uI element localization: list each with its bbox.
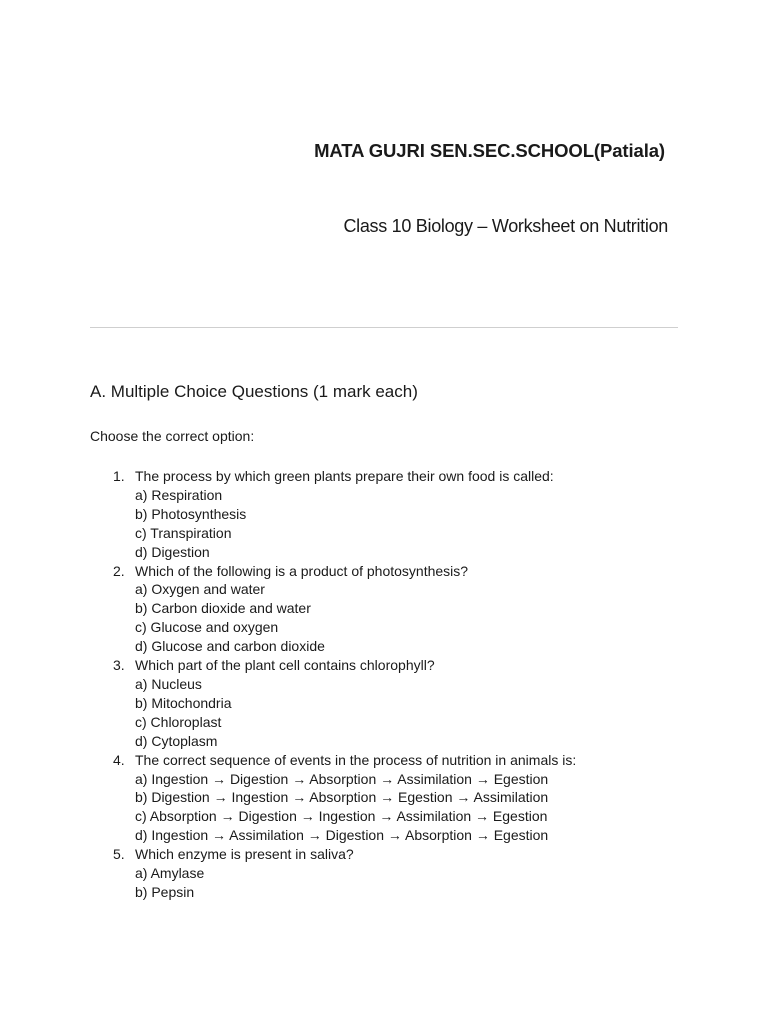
- horizontal-divider: [90, 327, 678, 328]
- question-item: [90, 562, 710, 657]
- option-b: b) Digestion → Ingestion → Absorption → Egestion → Assimilation: [135, 789, 549, 806]
- worksheet-title: Class 10 Biology – Worksheet on Nutrition: [343, 216, 668, 236]
- question-text: Which enzyme is present in saliva?: [135, 846, 354, 863]
- option-d: d) Cytoplasm: [135, 732, 218, 749]
- option-a: a) Ingestion → Digestion → Absorption → Assimilation → Egestion: [135, 770, 549, 787]
- question-number: 4.: [113, 751, 125, 768]
- option-a: a) Oxygen and water: [135, 581, 265, 598]
- option-c: c) Glucose and oxygen: [135, 619, 279, 636]
- option-a: a) Respiration: [135, 486, 223, 503]
- option-d: d) Ingestion → Assimilation → Digestion → Absorption → Egestion: [135, 827, 549, 844]
- question-text: Which of the following is a product of photosynthesis?: [135, 562, 469, 579]
- question-text: The process by which green plants prepare their own food is called:: [135, 468, 554, 484]
- question-number: 2.: [113, 562, 125, 579]
- option-d: d) Glucose and carbon dioxide: [135, 638, 325, 655]
- section-heading: A. Multiple Choice Questions (1 mark each): [90, 382, 418, 401]
- option-c: c) Absorption → Digestion → Ingestion → Assimilation → Egestion: [135, 808, 548, 825]
- option-d: d) Digestion: [135, 543, 210, 560]
- question-text: Which part of the plant cell contains chlorophyll?: [135, 657, 435, 674]
- question-item: [90, 845, 710, 902]
- instruction-text: Choose the correct option:: [90, 428, 255, 444]
- question-item: [90, 656, 710, 751]
- question-number: 1.: [113, 468, 125, 484]
- option-c: c) Chloroplast: [135, 713, 222, 730]
- question-number: 5.: [113, 846, 125, 863]
- option-c: c) Transpiration: [135, 524, 232, 541]
- option-b: b) Carbon dioxide and water: [135, 600, 311, 617]
- question-number: 3.: [113, 657, 125, 674]
- option-a: a) Nucleus: [135, 675, 202, 692]
- school-name: MATA GUJRI SEN.SEC.SCHOOL(Patiala): [314, 140, 665, 161]
- option-a: a) Amylase: [135, 865, 205, 882]
- option-b: b) Pepsin: [135, 883, 195, 900]
- question-list: [90, 467, 710, 902]
- option-b: b) Mitochondria: [135, 694, 232, 711]
- option-b: b) Photosynthesis: [135, 505, 247, 522]
- question-item: [90, 467, 710, 562]
- question-text: The correct sequence of events in the process of nutrition in animals is:: [135, 751, 577, 768]
- question-item: [90, 751, 710, 846]
